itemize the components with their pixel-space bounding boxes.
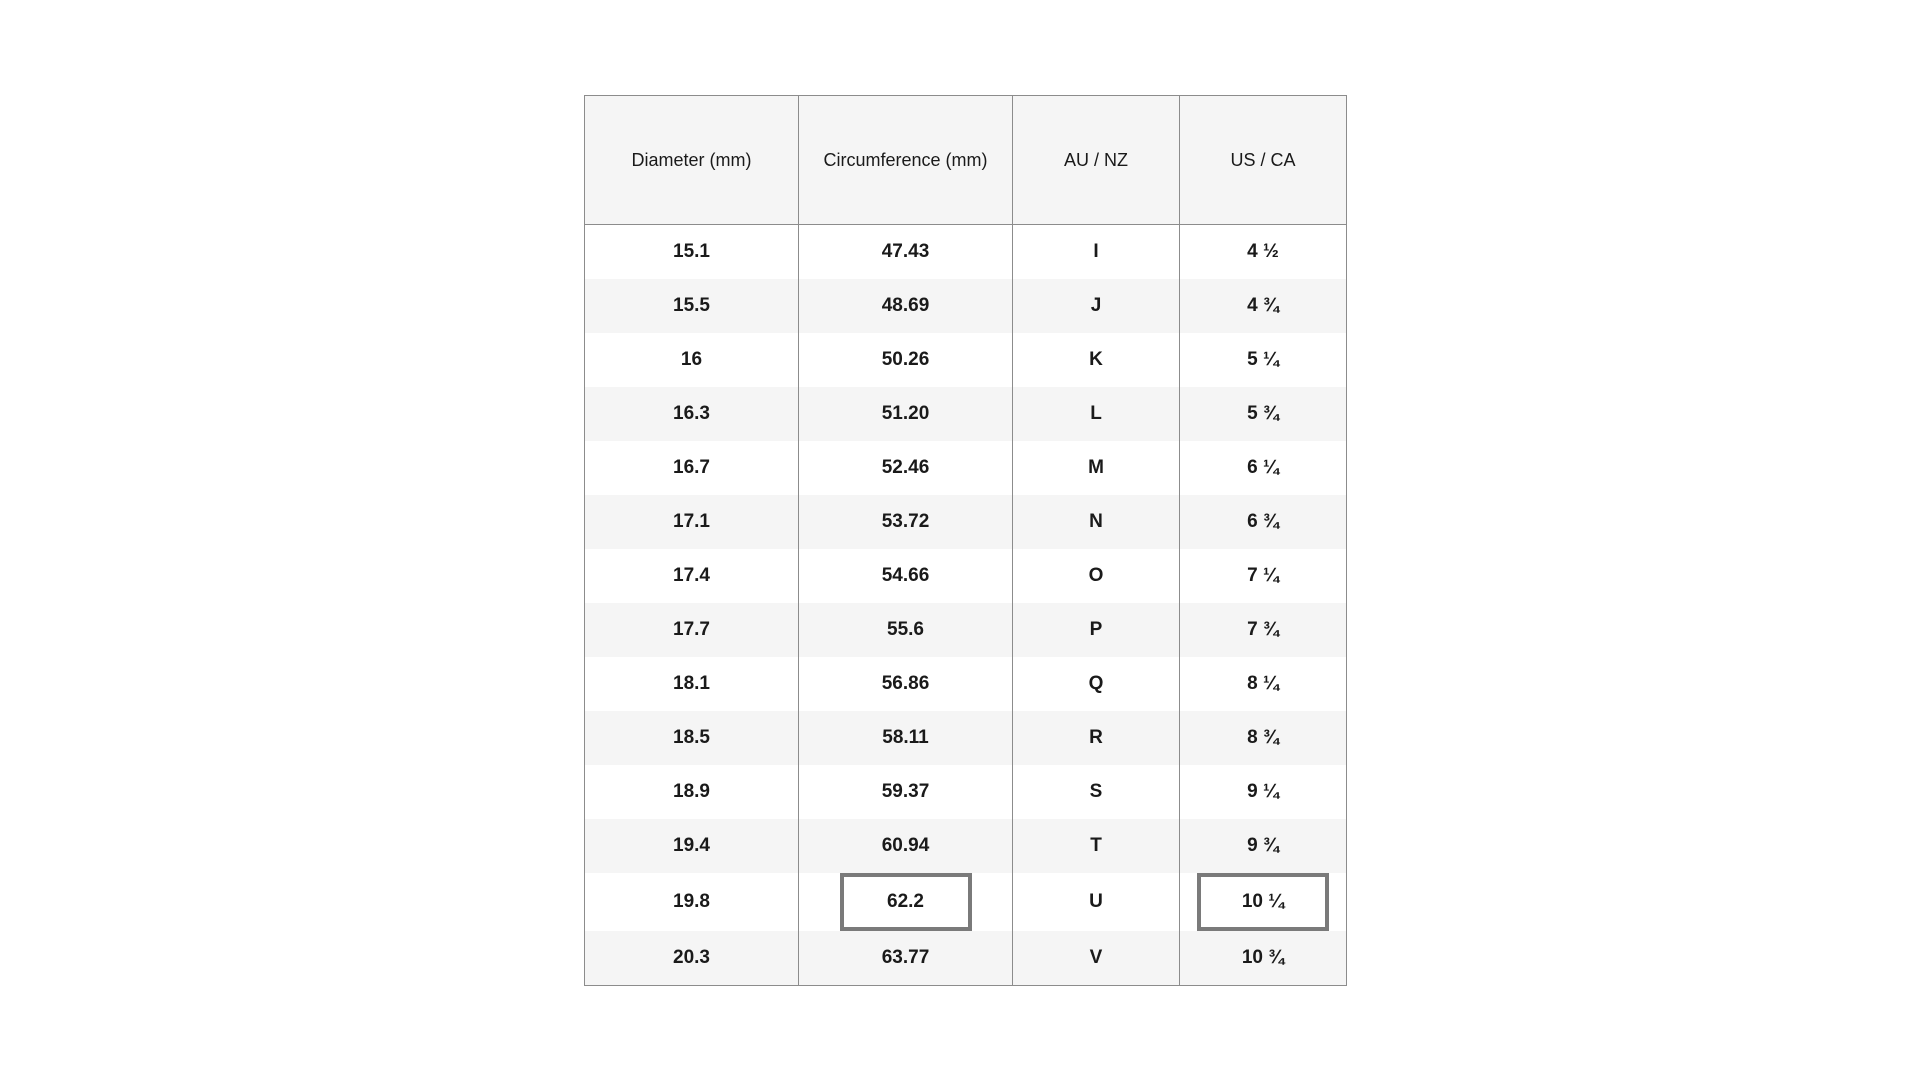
- table-row: [585, 225, 1347, 280]
- cell-us-ca: 9 ¼: [1180, 765, 1347, 819]
- table-row: [585, 819, 1347, 873]
- highlight-box: 10 ¼: [1197, 873, 1329, 931]
- table-row: [585, 495, 1347, 549]
- cell-au-nz: Q: [1013, 657, 1180, 711]
- cell-au-nz: R: [1013, 711, 1180, 765]
- cell-circumference: 63.77: [799, 931, 1013, 986]
- cell-circumference: 48.69: [799, 279, 1013, 333]
- cell-circumference: 53.72: [799, 495, 1013, 549]
- table-row: [585, 603, 1347, 657]
- table-row: [585, 765, 1347, 819]
- cell-us-ca: 8 ¼: [1180, 657, 1347, 711]
- table-row: [585, 279, 1347, 333]
- cell-us-ca: 10 ¾: [1180, 931, 1347, 986]
- cell-diameter: 15.1: [585, 225, 799, 280]
- cell-au-nz: S: [1013, 765, 1180, 819]
- cell-circumference: 60.94: [799, 819, 1013, 873]
- cell-au-nz: T: [1013, 819, 1180, 873]
- cell-au-nz: L: [1013, 387, 1180, 441]
- cell-us-ca: 6 ¼: [1180, 441, 1347, 495]
- header-row: [585, 96, 1347, 225]
- cell-au-nz: N: [1013, 495, 1180, 549]
- table-row: [585, 657, 1347, 711]
- cell-us-ca: 8 ¾: [1180, 711, 1347, 765]
- cell-au-nz: M: [1013, 441, 1180, 495]
- cell-us-ca: 6 ¾: [1180, 495, 1347, 549]
- cell-circumference: [799, 873, 1013, 931]
- cell-diameter: 17.4: [585, 549, 799, 603]
- cell-circumference: 55.6: [799, 603, 1013, 657]
- table-row: [585, 873, 1347, 931]
- cell-diameter: 17.7: [585, 603, 799, 657]
- cell-diameter: 18.1: [585, 657, 799, 711]
- cell-diameter: 18.9: [585, 765, 799, 819]
- cell-diameter: 20.3: [585, 931, 799, 986]
- cell-circumference: 47.43: [799, 225, 1013, 280]
- cell-au-nz: I: [1013, 225, 1180, 280]
- table-row: [585, 441, 1347, 495]
- ring-size-chart: [584, 95, 1347, 986]
- cell-au-nz: O: [1013, 549, 1180, 603]
- cell-circumference: 59.37: [799, 765, 1013, 819]
- ring-size-table: [584, 95, 1347, 986]
- header-au-nz: AU / NZ: [1013, 96, 1180, 225]
- table-body: [585, 225, 1347, 986]
- cell-us-ca: 9 ¾: [1180, 819, 1347, 873]
- cell-diameter: 19.4: [585, 819, 799, 873]
- cell-us-ca: 5 ¾: [1180, 387, 1347, 441]
- cell-us-ca: 4 ½: [1180, 225, 1347, 280]
- table-row: [585, 387, 1347, 441]
- cell-circumference: 52.46: [799, 441, 1013, 495]
- header-circumference: Circumference (mm): [799, 96, 1013, 225]
- cell-au-nz: K: [1013, 333, 1180, 387]
- cell-diameter: 19.8: [585, 873, 799, 931]
- header-us-ca: US / CA: [1180, 96, 1347, 225]
- cell-au-nz: P: [1013, 603, 1180, 657]
- cell-circumference: 50.26: [799, 333, 1013, 387]
- cell-circumference: 58.11: [799, 711, 1013, 765]
- highlight-box: 62.2: [840, 873, 972, 931]
- cell-us-ca: 7 ¼: [1180, 549, 1347, 603]
- cell-us-ca: 5 ¼: [1180, 333, 1347, 387]
- header-diameter: Diameter (mm): [585, 96, 799, 225]
- cell-diameter: 16: [585, 333, 799, 387]
- cell-diameter: 16.3: [585, 387, 799, 441]
- cell-au-nz: V: [1013, 931, 1180, 986]
- table-row: [585, 333, 1347, 387]
- cell-diameter: 18.5: [585, 711, 799, 765]
- cell-au-nz: U: [1013, 873, 1180, 931]
- cell-au-nz: J: [1013, 279, 1180, 333]
- cell-us-ca: [1180, 873, 1347, 931]
- cell-diameter: 17.1: [585, 495, 799, 549]
- cell-us-ca: 4 ¾: [1180, 279, 1347, 333]
- cell-diameter: 16.7: [585, 441, 799, 495]
- table-row: [585, 931, 1347, 986]
- table-row: [585, 549, 1347, 603]
- cell-diameter: 15.5: [585, 279, 799, 333]
- table-row: [585, 711, 1347, 765]
- cell-circumference: 56.86: [799, 657, 1013, 711]
- table-header: [585, 96, 1347, 225]
- cell-us-ca: 7 ¾: [1180, 603, 1347, 657]
- cell-circumference: 54.66: [799, 549, 1013, 603]
- cell-circumference: 51.20: [799, 387, 1013, 441]
